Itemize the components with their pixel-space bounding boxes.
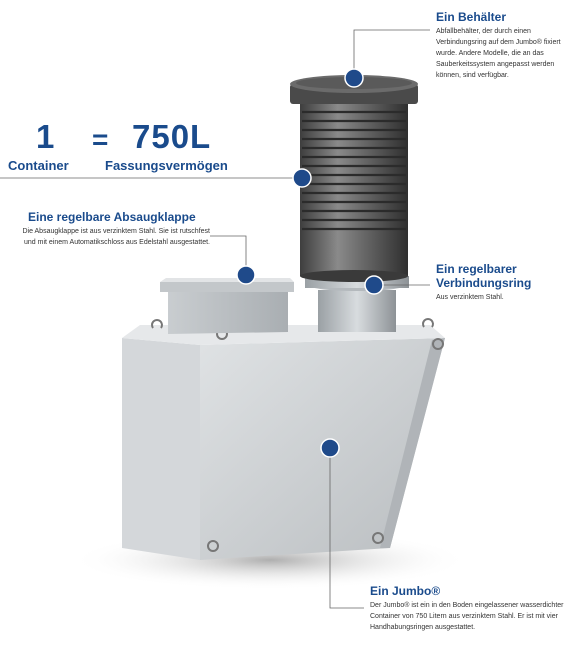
container-bottom bbox=[300, 270, 408, 282]
flap-neck bbox=[168, 290, 288, 334]
marker-behaelter bbox=[345, 69, 363, 87]
callout-jumbo-title: Ein Jumbo® bbox=[370, 584, 441, 598]
flap-lid bbox=[160, 282, 294, 292]
callout-verbindungsring-text: Aus verzinktem Stahl. bbox=[436, 294, 504, 301]
headline-left-label: Container bbox=[8, 158, 69, 173]
marker-jumbo bbox=[321, 439, 339, 457]
callout-absaugklappe-text: Die Absaugklappe ist aus verzinktem Stahl. Sie ist rutschfest und mit einem Automatikschloss aus Edelstahl ausgestattet. bbox=[22, 228, 210, 246]
jumbo-left-face bbox=[122, 338, 200, 560]
callout-absaugklappe-title: Eine regelbare Absaugklappe bbox=[28, 210, 196, 224]
marker-verbindungsring bbox=[365, 276, 383, 294]
callout-jumbo-text: Der Jumbo® ist ein in den Boden eingelassener wasserdichter Container von 750 Litern aus verzinktem Stahl. Er ist mit vier Handhabungsringen ausgestattet. bbox=[370, 602, 564, 631]
headline-right-number: 750L bbox=[132, 118, 212, 155]
callout-behaelter bbox=[436, 10, 576, 81]
callout-absaugklappe bbox=[14, 210, 210, 248]
flap-lid-top bbox=[160, 278, 294, 282]
headline-right-label: Fassungsvermögen bbox=[105, 158, 228, 173]
callout-behaelter-text: Abfallbehälter, der durch einen Verbindungsring auf dem Jumbo® fixiert wurde. Andere Modelle, die an das Sauberkeitssystem angepasst werden können, sind verfügbar. bbox=[436, 28, 561, 79]
marker-absaugklappe bbox=[237, 266, 255, 284]
callout-verbindungsring-title-2: Verbindungsring bbox=[436, 276, 532, 290]
marker-container-capacity bbox=[293, 169, 311, 187]
connecting-ring-neck bbox=[318, 290, 396, 332]
callout-behaelter-title: Ein Behälter bbox=[436, 10, 507, 24]
callout-jumbo bbox=[370, 584, 570, 633]
headline-equals: = bbox=[92, 124, 110, 155]
callout-verbindungsring-title-1: Ein regelbarer bbox=[436, 262, 517, 276]
headline-left-number: 1 bbox=[36, 118, 56, 155]
callout-verbindungsring bbox=[436, 262, 576, 303]
